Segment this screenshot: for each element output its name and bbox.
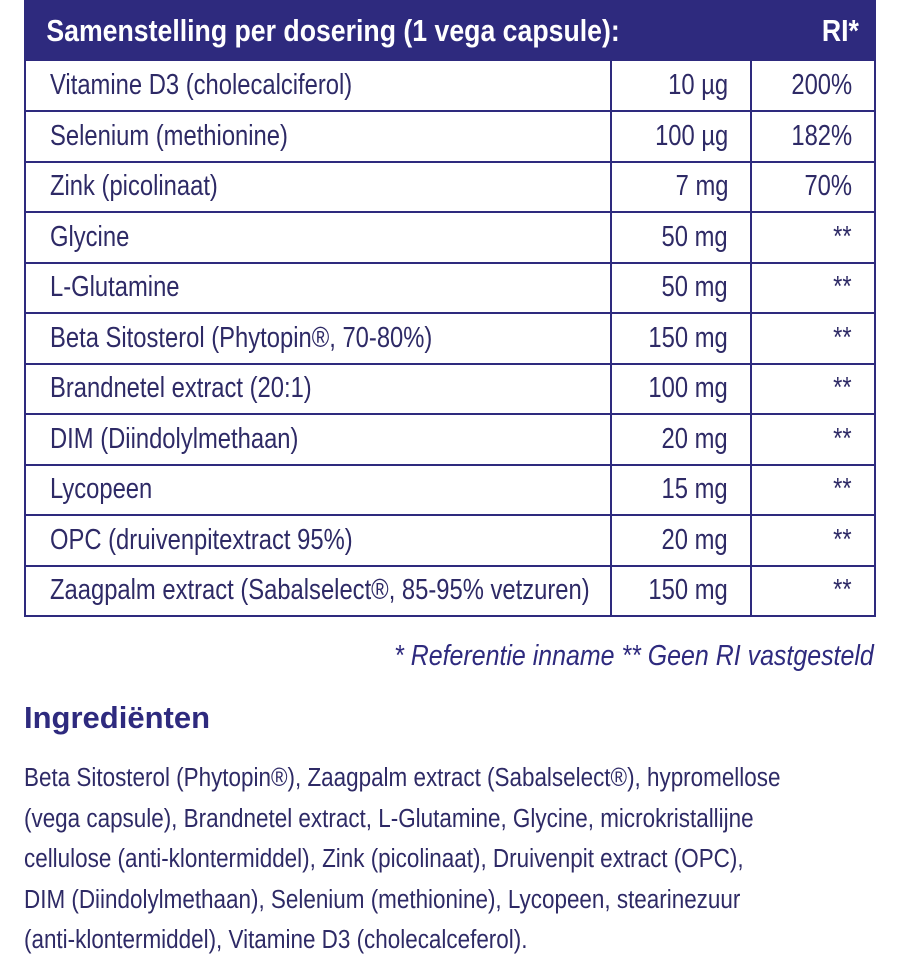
ingredient-amount-text: 100 mg	[648, 372, 728, 405]
ingredients-line: (vega capsule), Brandnetel extract, L-Glutamine, Glycine, microkristallijne	[24, 804, 754, 833]
ingredient-amount-text: 150 mg	[648, 321, 728, 354]
ingredient-name-text: Zaagpalm extract (Sabalselect®, 85-95% vetzuren)	[50, 574, 590, 607]
composition-table	[24, 0, 876, 617]
ingredient-amount-text: 7 mg	[675, 170, 728, 203]
ingredient-name	[26, 163, 612, 212]
table-header	[24, 0, 876, 61]
table-row	[26, 161, 874, 212]
ingredient-ri-text: 182%	[791, 119, 852, 152]
footnote: * Referentie inname ** Geen RI vastgesteld	[394, 640, 874, 672]
ingredient-amount-text: 15 mg	[661, 473, 728, 506]
ingredient-amount	[612, 466, 752, 515]
ingredient-ri	[752, 466, 874, 515]
ingredients-text	[24, 758, 869, 961]
ingredient-amount	[612, 365, 752, 414]
ingredient-name-text: Lycopeen	[50, 473, 153, 506]
ingredient-ri-text: **	[833, 422, 852, 455]
ingredient-name	[26, 466, 612, 515]
ingredient-ri	[752, 264, 874, 313]
table-row	[26, 262, 874, 313]
ingredient-name-text: Selenium (methionine)	[50, 119, 288, 152]
ingredient-amount-text: 10 µg	[668, 69, 728, 101]
table-row	[26, 110, 874, 161]
ingredient-ri-text: **	[833, 220, 852, 253]
ingredient-name	[26, 112, 612, 161]
ingredient-name	[26, 213, 612, 262]
ingredients-line: DIM (Diindolylmethaan), Selenium (methionine), Lycopeen, stearinezuur	[24, 885, 741, 914]
ingredient-name	[26, 516, 612, 565]
ingredient-amount-text: 150 mg	[648, 574, 728, 607]
table-header-title: Samenstelling per dosering (1 vega capsule):	[46, 12, 620, 48]
ingredient-name-text: Beta Sitosterol (Phytopin®, 70-80%)	[50, 321, 433, 354]
ingredient-name	[26, 61, 612, 110]
ingredient-amount	[612, 567, 752, 616]
table-row	[26, 514, 874, 565]
table-row	[26, 413, 874, 464]
table-row	[26, 312, 874, 363]
ingredient-name	[26, 264, 612, 313]
ingredient-ri	[752, 415, 874, 464]
ingredient-ri	[752, 61, 874, 110]
ingredients-title: Ingrediënten	[24, 700, 211, 735]
table-row	[26, 211, 874, 262]
ingredient-ri	[752, 567, 874, 616]
ingredient-amount-text: 20 mg	[661, 523, 728, 556]
ingredient-name-text: Brandnetel extract (20:1)	[50, 372, 312, 405]
ingredient-name-text: Vitamine D3 (cholecalciferol)	[50, 69, 353, 101]
ingredient-ri	[752, 365, 874, 414]
ingredient-ri-text: **	[833, 523, 852, 556]
ingredient-ri	[752, 516, 874, 565]
ingredients-line: (anti-klontermiddel), Vitamine D3 (cholecalceferol).	[24, 926, 528, 954]
ingredient-name	[26, 365, 612, 414]
ingredient-ri	[752, 213, 874, 262]
ingredient-name-text: OPC (druivenpitextract 95%)	[50, 523, 353, 556]
ingredient-name-text: L-Glutamine	[50, 271, 180, 304]
ingredient-amount-text: 50 mg	[661, 271, 728, 304]
table-body	[24, 61, 876, 617]
ingredient-amount	[612, 516, 752, 565]
ingredient-ri-text: **	[833, 473, 852, 506]
ingredient-name-text: Zink (picolinaat)	[50, 170, 218, 203]
ingredient-ri-text: **	[833, 574, 852, 607]
ingredient-ri	[752, 314, 874, 363]
ingredient-ri-text: 200%	[791, 69, 852, 101]
ingredients-line: cellulose (anti-klontermiddel), Zink (picolinaat), Druivenpit extract (OPC),	[24, 845, 744, 873]
ingredient-name	[26, 415, 612, 464]
ingredient-ri	[752, 163, 874, 212]
ingredient-amount-text: 100 µg	[654, 119, 728, 152]
ingredients-line: Beta Sitosterol (Phytopin®), Zaagpalm extract (Sabalselect®), hypromellose	[24, 764, 781, 792]
ingredient-ri-text: 70%	[804, 170, 852, 203]
ingredient-name	[26, 314, 612, 363]
table-row	[26, 363, 874, 414]
ingredient-amount-text: 50 mg	[661, 220, 728, 253]
table-row	[26, 565, 874, 616]
ingredient-amount	[612, 415, 752, 464]
ingredient-amount	[612, 213, 752, 262]
ingredient-amount	[612, 163, 752, 212]
ingredient-ri-text: **	[833, 372, 852, 405]
ingredient-name-text: DIM (Diindolylmethaan)	[50, 422, 299, 455]
ingredient-name-text: Glycine	[50, 220, 130, 253]
ingredient-amount-text: 20 mg	[661, 422, 728, 455]
ingredient-amount	[612, 112, 752, 161]
ingredient-amount	[612, 264, 752, 313]
ingredient-amount	[612, 61, 752, 110]
ingredient-name	[26, 567, 612, 616]
table-header-ri: RI*	[821, 12, 859, 48]
ingredient-ri-text: **	[833, 271, 852, 304]
ingredient-ri-text: **	[833, 321, 852, 354]
table-row	[26, 464, 874, 515]
table-row	[26, 61, 874, 110]
ingredient-ri	[752, 112, 874, 161]
ingredient-amount	[612, 314, 752, 363]
